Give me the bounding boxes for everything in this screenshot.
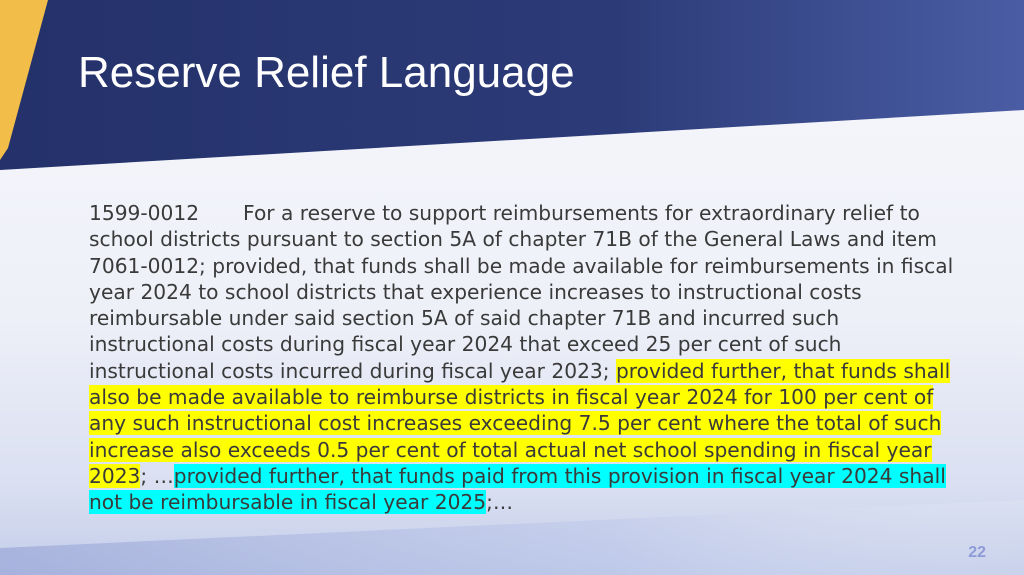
- cyan-highlighted-text: provided further, that funds paid from this provision in fiscal year 2024 shall not be reimbursable in fiscal year 2025: [89, 463, 946, 515]
- item-code: 1599-0012: [89, 201, 200, 225]
- separator-text: ; …: [140, 463, 174, 488]
- body-plain-text: For a reserve to support reimbursements for extraordinary relief to school districts pursuant to section 5A of chapter 71B of the General Laws and item 7061-0012; provided, that funds shall be made available for reimbursements in fiscal year 2024 to school districts that experience increases to instructional costs reimbursable under said section 5A of said chapter 71B and incurred such instructional costs during fiscal year 2024 that exceed 25 per cent of such instructional costs incurred during fiscal year 2023;: [89, 201, 954, 383]
- budget-line-item-text: [89, 200, 969, 516]
- slide-title: Reserve Relief Language: [78, 48, 575, 97]
- ending-text: ;…: [486, 490, 514, 515]
- yellow-highlighted-text: provided further, that funds shall also be made available to reimburse districts in fiscal year 2024 for 100 per cent of any such instructional cost increases exceeding 7.5 per cent where the total of such increase also exceeds 0.5 per cent of total actual net school spending in fiscal year 2023: [89, 358, 951, 488]
- page-number: 22: [968, 544, 986, 561]
